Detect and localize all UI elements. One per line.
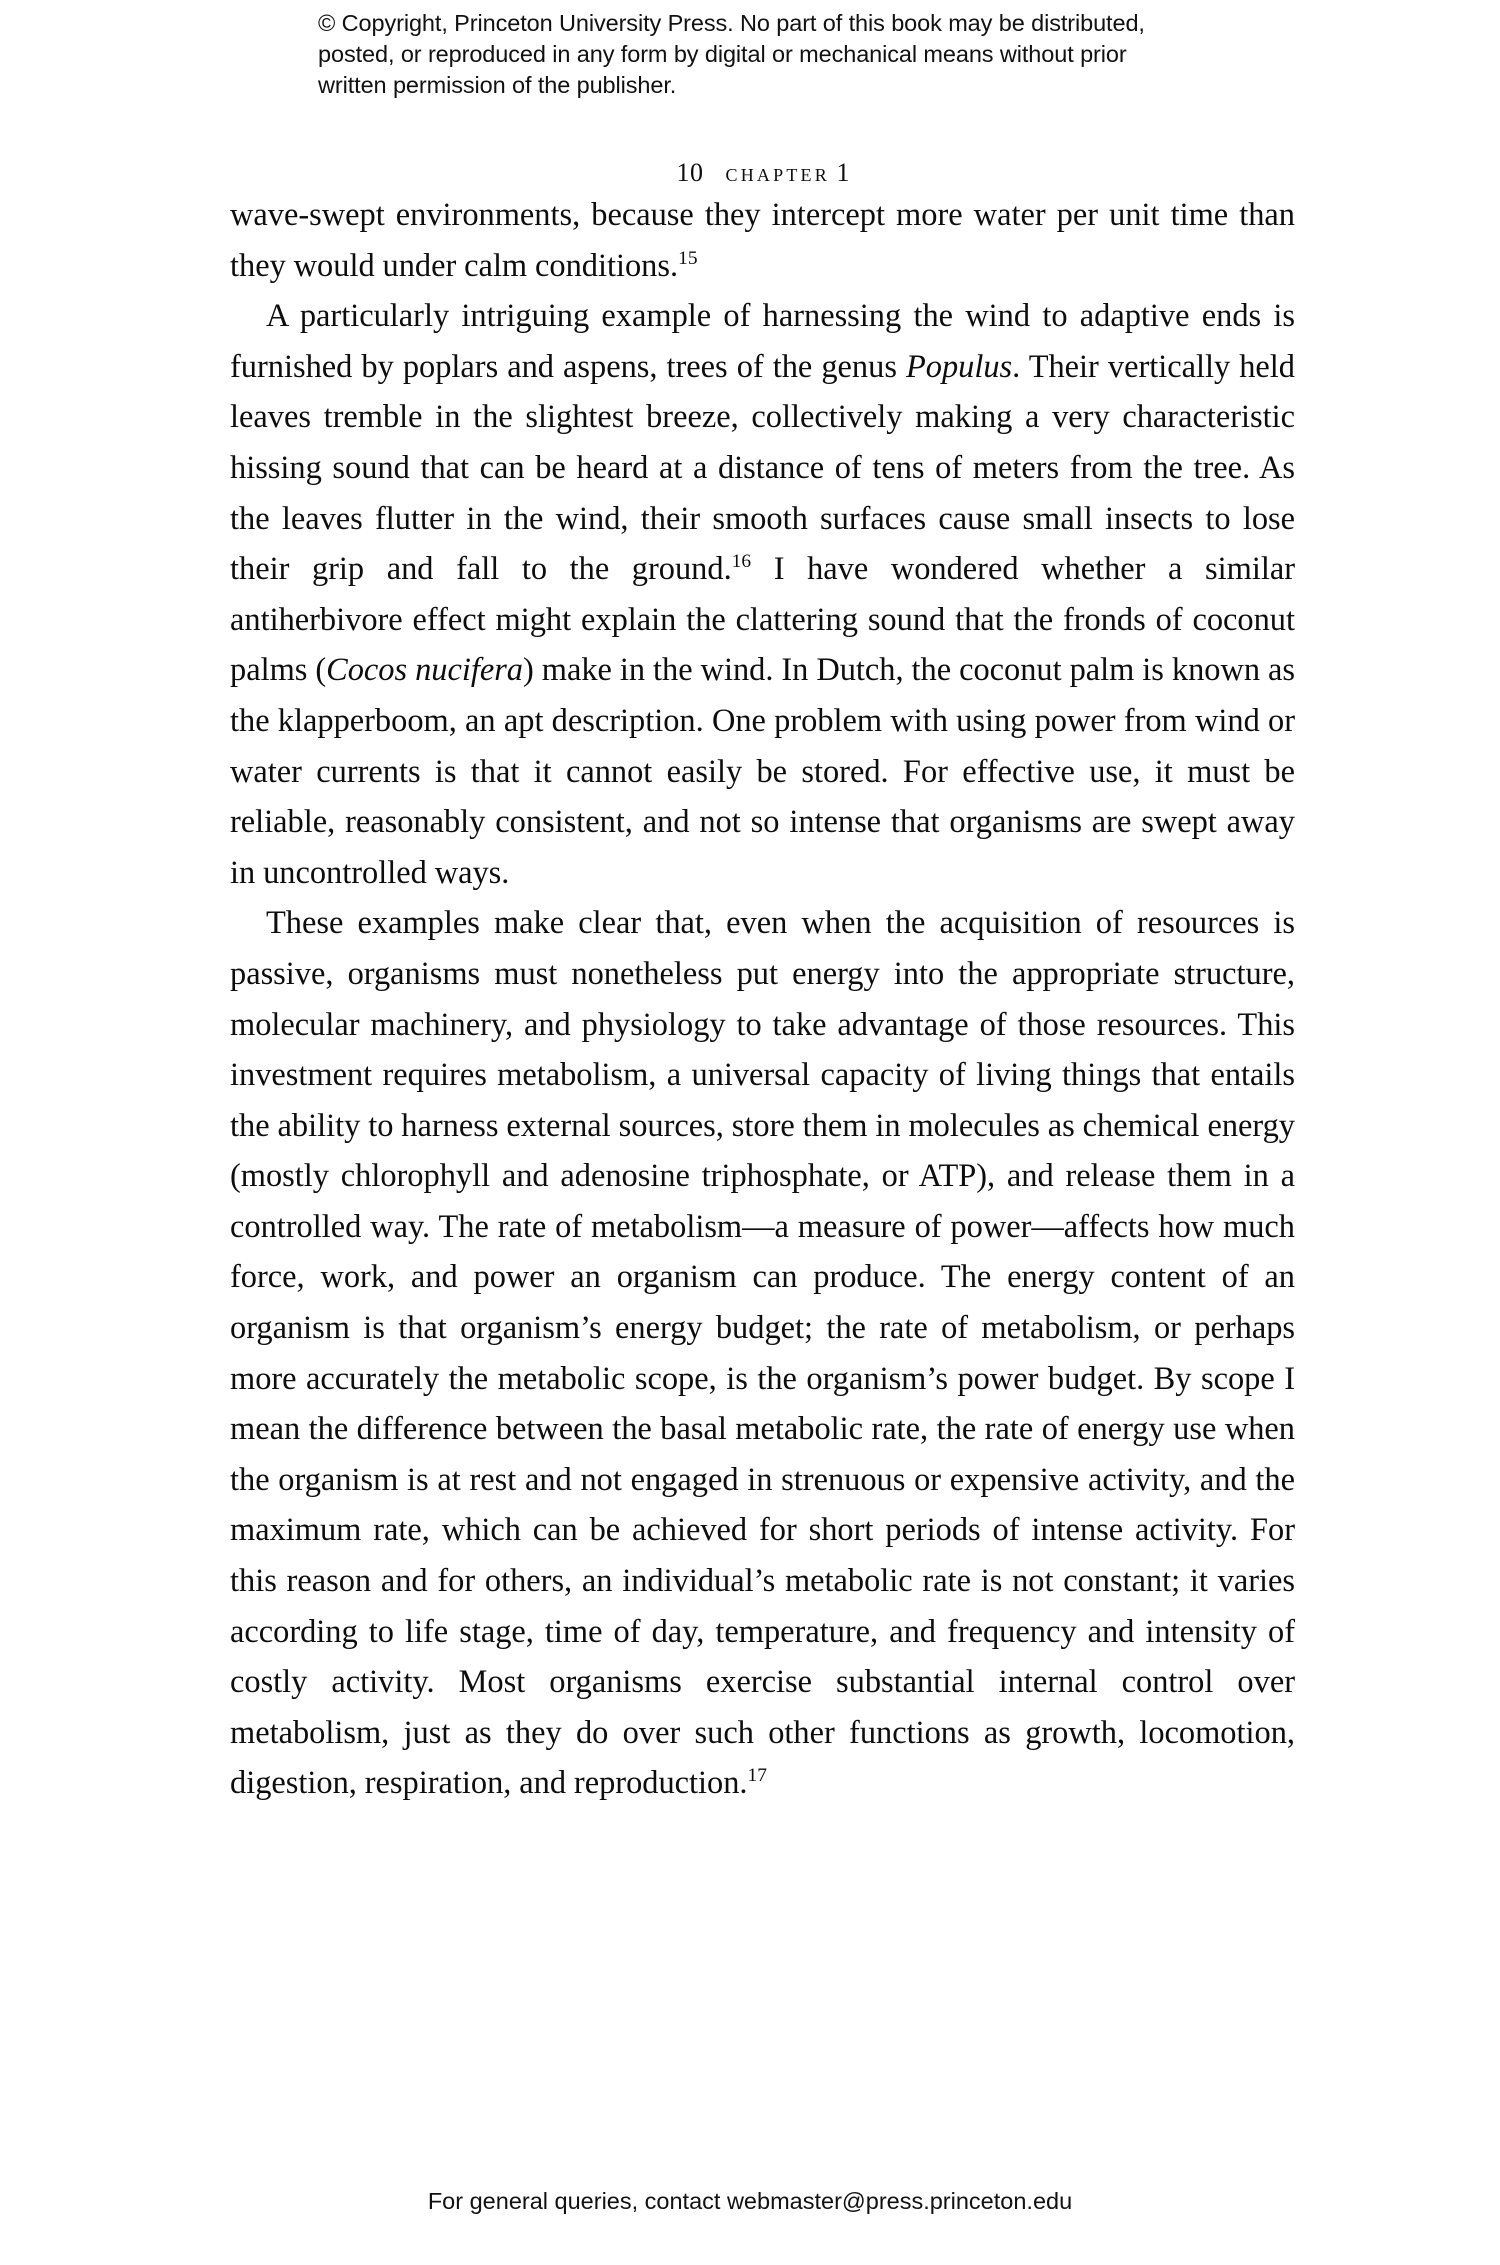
paragraph-metabolism-text: These examples make clear that, even when the acquisition of resources is passive, organisms must nonetheless put energy into the appropriate structure, molecular machinery, and physiology to take advantage of those resources. This investment requires metabolism, a universal capacity of living things that entails the ability to harness external sources, store them in molecules as chemical energy (mostly chlorophyll and adenosine triphosphate, or ATP), and release them in a controlled way. The rate of metabolism—a measure of power—affects how much force, work, and power an organism can produce. The energy content of an organism is that organism’s energy budget; the rate of metabolism, or perhaps more accurately the metabolic scope, is the organism’s power budget. By scope I mean the difference between the basal metabolic rate, the rate of energy use when the organism is at rest and not engaged in strenuous or expensive activity, and the maximum rate, which can be achieved for short periods of intense activity. For this reason and for others, an individual’s metabolic rate is not constant; it varies according to life stage, time of day, temperature, and frequency and intensity of costly activity. Most organisms exercise substantial internal control over metabolism, just as they do over such other functions as growth, locomotion, digestion, respiration, and reproduction. <box>230 905 1295 1802</box>
footnote-marker-16: 16 <box>731 551 752 573</box>
body-text-column <box>230 190 1295 1809</box>
paragraph-populus-seg-2: . Their vertically held leaves tremble in the slightest breeze, collectively making a very characteristic hissing sound that can be heard at a distance of tens of meters from the tree. As the leaves flutter in the wind, their smooth surfaces cause small insects to lose their grip and fall to the ground. <box>230 348 1295 588</box>
footnote-marker-15: 15 <box>678 247 698 269</box>
footnote-marker-17: 17 <box>747 1765 767 1787</box>
paragraph-metabolism <box>230 898 1295 1809</box>
page-folio-number: 10 <box>676 158 704 187</box>
paragraph-continued <box>230 190 1295 291</box>
copyright-notice: © Copyright, Princeton University Press. No part of this book may be distributed, posted, or reproduced in any form by digital or mechanical means without prior written permission of the publisher. <box>318 10 1145 98</box>
paragraph-populus-seg-3: I have wondered whether a similar antiherbivore effect might explain the clattering sound that the fronds of coconut palms ( <box>230 551 1295 689</box>
paragraph-populus-seg-4: ) make in the wind. In Dutch, the coconut palm is known as the klapperboom, an apt description. One problem with using power from wind or water currents is that it cannot easily be stored. For effective use, it must be reliable, reasonably consistent, and not so intense that organisms are swept away in uncontrolled ways. <box>230 652 1295 891</box>
footer-notice: For general queries, contact webmaster@press.princeton.edu <box>427 2188 1073 2214</box>
paragraph-continued-text: wave-swept environments, because they intercept more water per unit time than they would under calm conditions. <box>230 197 1295 284</box>
genus-name-populus: Populus <box>905 348 1013 385</box>
paragraph-populus-seg-1: A particularly intriguing example of harnessing the wind to adaptive ends is furnished by poplars and aspens, trees of the genus <box>230 298 1295 385</box>
species-name-cocos-nucifera: Cocos nucifera <box>326 652 524 689</box>
paragraph-populus <box>230 291 1295 898</box>
running-head-chapter-number: 1 <box>836 158 850 187</box>
running-head-chapter-label: chapter <box>725 158 830 187</box>
